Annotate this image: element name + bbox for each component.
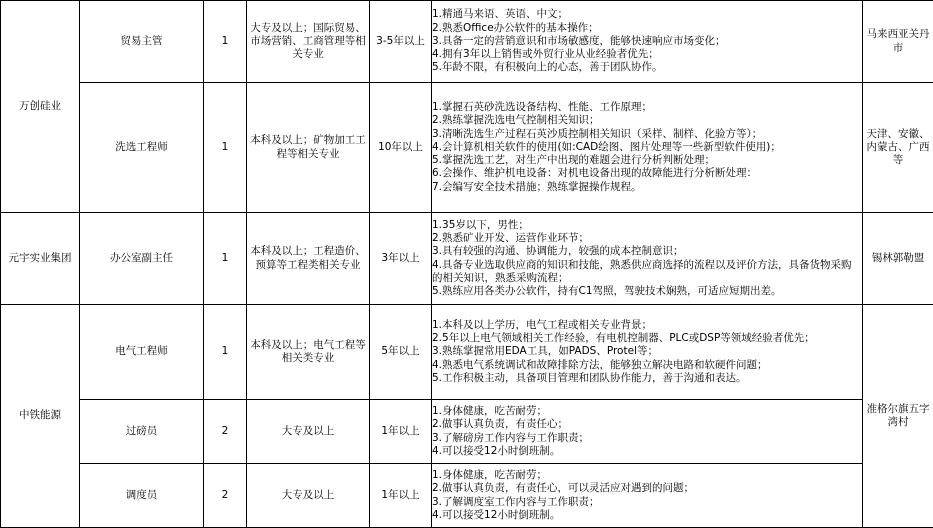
requirement-line: 4.可以接受12小时倒班制。 xyxy=(432,508,561,521)
education-cell: 本科及以上；矿物加工工程等相关专业 xyxy=(247,83,370,213)
education-cell: 大专及以上 xyxy=(247,400,370,464)
requirement-line: 2.熟悉Office办公软件的基本操作； xyxy=(432,21,599,34)
position-cell: 洗选工程师 xyxy=(80,83,204,213)
requirement-line: 3.清晰洗选生产过程石英沙质控制相关知识（采样、制样、化验方等）； xyxy=(432,127,763,140)
requirement-line: 2.5年以上电气领域相关工作经验，有电机控制器、PLC或DSP等领域经验者优先； xyxy=(432,332,815,345)
requirements-cell xyxy=(432,305,863,400)
experience-cell: 5年以上 xyxy=(370,305,432,400)
requirement-line: 1.本科及以上学历，电气工程或相关专业背景； xyxy=(432,318,653,331)
table-row xyxy=(1,400,933,464)
requirement-line: 3.了解磅房工作内容与工作职责； xyxy=(432,431,590,444)
table-row xyxy=(1,1,933,83)
location-cell: 准格尔旗五字湾村 xyxy=(863,305,933,528)
table-row xyxy=(1,83,933,213)
requirement-line: 5.年龄不限，有积极向上的心态，善于团队协作。 xyxy=(432,61,663,74)
requirement-line: 1.35岁以下，男性； xyxy=(432,218,529,231)
experience-cell: 1年以上 xyxy=(370,464,432,528)
table-row xyxy=(1,464,933,528)
education-cell: 本科及以上；工程造价、预算等工程类相关专业 xyxy=(247,213,370,305)
count-cell: 2 xyxy=(204,464,247,528)
requirements-cell xyxy=(432,1,863,83)
education-cell: 大专及以上 xyxy=(247,464,370,528)
table-row xyxy=(1,213,933,305)
requirement-line: 4.可以接受12小时倒班制。 xyxy=(432,444,561,457)
requirement-line: 2.做事认真负责，有责任心，可以灵活应对遇到的问题； xyxy=(432,482,695,495)
company-cell: 元宇实业集团 xyxy=(1,213,80,305)
experience-cell: 3-5年以上 xyxy=(370,1,432,83)
requirement-line: 3.熟练掌握常用EDA工具，如PADS、Protel等； xyxy=(432,345,658,358)
count-cell: 1 xyxy=(204,305,247,400)
requirement-line: 5.熟练应用各类办公软件，持有C1驾照，驾驶技术娴熟，可适应短期出差。 xyxy=(432,284,782,297)
requirement-line: 2.熟悉矿业开发、运营作业环节； xyxy=(432,232,590,245)
education-cell: 大专及以上；国际贸易、市场营销、工商管理等相关专业 xyxy=(247,1,370,83)
requirement-line: 1.精通马来语、英语、中文； xyxy=(432,8,569,21)
count-cell: 1 xyxy=(204,1,247,83)
position-cell: 调度员 xyxy=(80,464,204,528)
requirement-line: 1.身体健康，吃苦耐劳； xyxy=(432,469,548,482)
location-cell: 马来西亚关丹市 xyxy=(863,1,933,83)
position-cell: 办公室副主任 xyxy=(80,213,204,305)
requirements-cell xyxy=(432,213,863,305)
requirement-line: 5.掌握洗选工艺，对生产中出现的难题会进行分析判断处理； xyxy=(432,154,716,167)
count-cell: 1 xyxy=(204,83,247,213)
requirement-line: 6.会操作、维护机电设备：对机电设备出现的故障能进行分析断处理： xyxy=(432,167,758,180)
position-cell: 贸易主管 xyxy=(80,1,204,83)
table-row xyxy=(1,305,933,400)
requirement-line: 4.会计算机相关软件的使用(如:CAD绘图、图片处理等一些新型软件使用)； xyxy=(432,140,781,153)
experience-cell: 10年以上 xyxy=(370,83,432,213)
requirements-cell xyxy=(432,464,863,528)
requirement-line: 3.具有较强的沟通、协调能力，较强的成本控制意识； xyxy=(432,245,684,258)
requirements-cell xyxy=(432,400,863,464)
requirement-line: 1.身体健康，吃苦耐劳； xyxy=(432,405,548,418)
requirement-line: 2.做事认真负责，有责任心； xyxy=(432,418,569,431)
location-cell: 天津、安徽、内蒙古、广西等 xyxy=(863,83,933,213)
requirement-line: 7.会编写安全技术措施；熟练掌握操作规程。 xyxy=(432,180,642,193)
company-cell: 万创硅业 xyxy=(1,1,80,213)
experience-cell: 3年以上 xyxy=(370,213,432,305)
requirement-line: 5.工作积极主动，具备项目管理和团队协作能力，善于沟通和表达。 xyxy=(432,371,747,384)
requirement-line: 3.具备一定的营销意识和市场敏感度，能够快速响应市场变化； xyxy=(432,34,726,47)
requirement-line: 4.具备专业选取供应商的知识和技能，熟悉供应商选择的流程以及评价方法，具备货物采购的相关知识，熟悉采购流程； xyxy=(432,258,852,284)
experience-cell: 1年以上 xyxy=(370,400,432,464)
requirement-line: 4.熟悉电气系统调试和故障排除方法，能够独立解决电路和软硬件问题； xyxy=(432,358,768,371)
company-cell: 中铁能源 xyxy=(1,305,80,528)
position-cell: 电气工程师 xyxy=(80,305,204,400)
count-cell: 1 xyxy=(204,213,247,305)
requirement-line: 1.掌握石英砂洗选设备结构、性能、工作原理； xyxy=(432,101,653,114)
requirement-line: 3.了解调度室工作内容与工作职责； xyxy=(432,495,600,508)
education-cell: 本科及以上；电气工程等相关类专业 xyxy=(247,305,370,400)
location-cell: 锡林郭勒盟 xyxy=(863,213,933,305)
requirement-line: 2.熟练掌握洗选电气控制相关知识； xyxy=(432,114,600,127)
requirements-cell xyxy=(432,83,863,213)
requirement-line: 4.拥有3年以上销售或外贸行业从业经验者优先； xyxy=(432,48,659,61)
position-cell: 过磅员 xyxy=(80,400,204,464)
count-cell: 2 xyxy=(204,400,247,464)
